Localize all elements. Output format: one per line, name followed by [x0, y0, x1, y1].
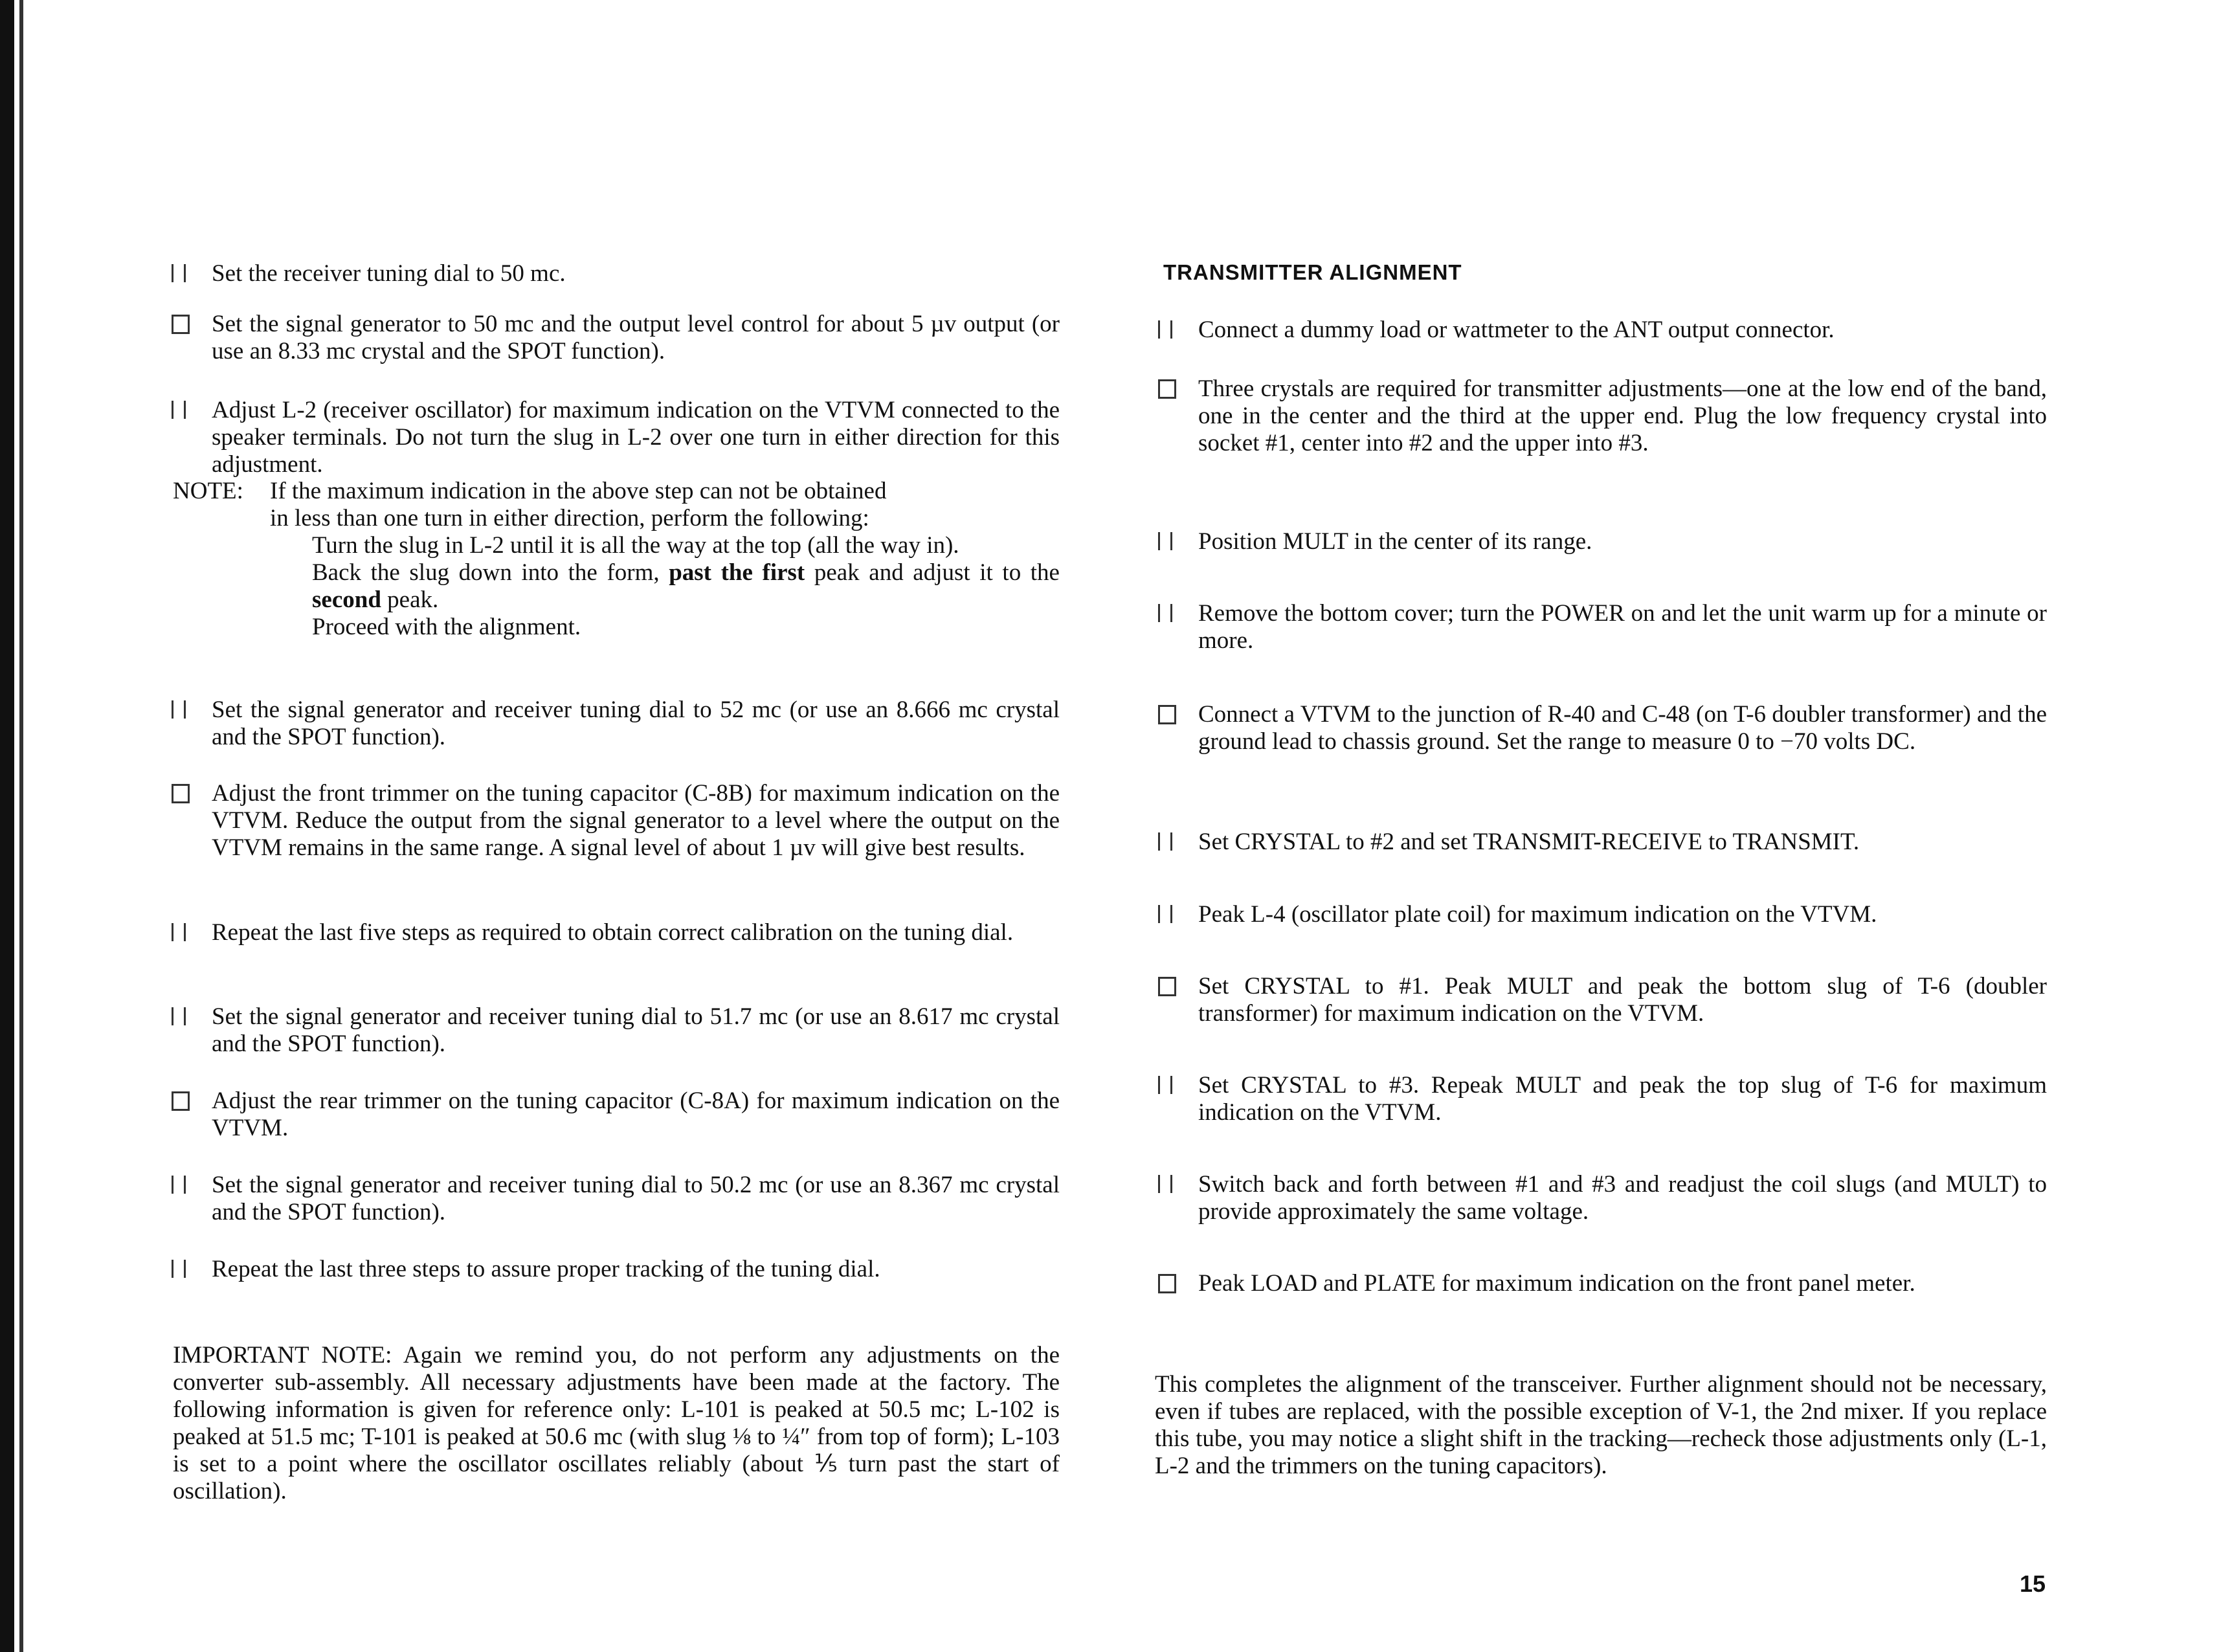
- step-text: Three crystals are required for transmitter adjustments—one at the low end of the band, one in the center and the third at the upper end. Plug the low frequency crystal into socket #1, center into #2 and the upper into #3.: [1198, 375, 2047, 456]
- step-text: Connect a dummy load or wattmeter to the ANT output connector.: [1198, 317, 1835, 343]
- checklist-step: [1198, 701, 2047, 755]
- step-text: Adjust the front trimmer on the tuning capacitor (C-8B) for maximum indication on the VTVM. Reduce the output from the signal generator to a level where the output on the VTVM remains in the same range. A signal level of about 1 µv will give best results.: [212, 780, 1060, 861]
- note-sub2-bold: second: [312, 586, 381, 613]
- checklist-step: [212, 1003, 1060, 1058]
- step-text: Set the receiver tuning dial to 50 mc.: [212, 260, 566, 287]
- note-sub2-text: peak and adjust it to the: [805, 559, 1060, 586]
- checklist-step: [1198, 600, 2047, 654]
- checkbox-icon[interactable]: [1158, 532, 1172, 550]
- checkbox-icon[interactable]: [1158, 1076, 1172, 1094]
- checkbox-icon[interactable]: [1158, 1274, 1176, 1293]
- step-text: Peak L-4 (oscillator plate coil) for maximum indication on the VTVM.: [1198, 901, 1877, 928]
- checkbox-icon[interactable]: [172, 1007, 186, 1025]
- step-text: Switch back and forth between #1 and #3 and readjust the coil slugs (and MULT) to provide approximately the same voltage.: [1198, 1171, 2047, 1225]
- closing-paragraph: This completes the alignment of the transceiver. Further alignment should not be necessary, even if tubes are replaced, with the possible exception of V-1, the 2nd mixer. If you replace this tube, you may notice a slight shift in the tracking—recheck those adjustments only (L-1, L-2 and the trimmers on the tuning capacitors).: [1155, 1371, 2047, 1479]
- step-text: Set the signal generator and receiver tuning dial to 50.2 mc (or use an 8.367 mc crystal and the SPOT function).: [212, 1172, 1060, 1225]
- checkbox-icon[interactable]: [1158, 977, 1176, 996]
- step-text: Peak LOAD and PLATE for maximum indication on the front panel meter.: [1198, 1270, 1915, 1297]
- page-binding-edge-inner: [19, 0, 23, 1652]
- note-sub1: Turn the slug in L-2 until it is all the way at the top (all the way in).: [312, 532, 959, 559]
- step-text: Adjust L-2 (receiver oscillator) for maximum indication on the VTVM connected to the speaker terminals. Do not turn the slug in L-2 over one turn in either direction for this adjustment.: [212, 397, 1060, 478]
- step-text: Set the signal generator and receiver tuning dial to 52 mc (or use an 8.666 mc crystal and the SPOT function).: [212, 697, 1060, 750]
- checkbox-icon[interactable]: [1158, 1175, 1172, 1193]
- checklist-step: [1198, 973, 2047, 1027]
- step-text: Set CRYSTAL to #1. Peak MULT and peak the bottom slug of T-6 (doubler transformer) for maximum indication on the VTVM.: [1198, 973, 2047, 1027]
- checkbox-icon[interactable]: [1158, 705, 1176, 724]
- checklist-step: [1198, 901, 2047, 928]
- checklist-step: [212, 1088, 1060, 1142]
- checklist-step: [1198, 1072, 2047, 1126]
- checkbox-icon[interactable]: [172, 1176, 186, 1194]
- step-text: Set the signal generator to 50 mc and the output level control for about 5 µv output (or use an 8.33 mc crystal and the SPOT function).: [212, 311, 1060, 364]
- step-text: Set CRYSTAL to #3. Repeak MULT and peak the top slug of T-6 for maximum indication on the VTVM.: [1198, 1072, 2047, 1126]
- important-note: IMPORTANT NOTE: Again we remind you, do not perform any adjustments on the converter sub-assembly. All necessary adjustments have been made at the factory. The following information is given for reference only: L-101 is peaked at 50.5 mc; L-102 is peaked at 51.5 mc; T-101 is peaked at 50.6 mc (with slug ⅛ to ¼″ from top of form); L-103 is set to a point where the oscillator oscillates reliably (about ⅕ turn past the start of oscillation).: [173, 1342, 1060, 1504]
- page-number: 15: [2020, 1570, 2046, 1597]
- checklist-step: [212, 260, 1060, 287]
- note-block: [173, 478, 1060, 641]
- checkbox-icon[interactable]: [172, 315, 190, 334]
- step-text: Remove the bottom cover; turn the POWER on and let the unit warm up for a minute or more.: [1198, 600, 2047, 654]
- checklist-step: [1198, 317, 2047, 344]
- section-heading: TRANSMITTER ALIGNMENT: [1163, 260, 1462, 284]
- note-sub2-text: Back the slug down into the form,: [312, 559, 669, 586]
- checkbox-icon[interactable]: [172, 1260, 186, 1278]
- note-sub2-bold: past the first: [669, 559, 805, 586]
- step-text: Repeat the last three steps to assure proper tracking of the tuning dial.: [212, 1256, 880, 1282]
- checklist-step: [1198, 1270, 2047, 1297]
- step-text: Set the signal generator and receiver tuning dial to 51.7 mc (or use an 8.617 mc crystal and the SPOT function).: [212, 1003, 1060, 1057]
- checklist-step: [1198, 375, 2047, 457]
- checklist-step: [1198, 829, 2047, 856]
- note-sub3: Proceed with the alignment.: [312, 614, 581, 640]
- checklist-step: [212, 697, 1060, 751]
- checkbox-icon[interactable]: [1158, 320, 1172, 339]
- checkbox-icon[interactable]: [172, 264, 186, 282]
- checklist-step: [212, 1172, 1060, 1226]
- note-sub2: [173, 559, 1060, 614]
- checkbox-icon[interactable]: [172, 700, 186, 719]
- step-text: Repeat the last five steps as required to obtain correct calibration on the tuning dial.: [212, 919, 1014, 946]
- step-text: Set CRYSTAL to #2 and set TRANSMIT-RECEIVE to TRANSMIT.: [1198, 829, 1860, 855]
- checkbox-icon[interactable]: [1158, 905, 1172, 923]
- checkbox-icon[interactable]: [172, 923, 186, 941]
- checklist-step: [212, 919, 1060, 946]
- page-binding-edge: [0, 0, 14, 1652]
- checklist-step: [212, 311, 1060, 365]
- note-label: NOTE:: [173, 478, 243, 504]
- checklist-step: [212, 780, 1060, 862]
- checklist-step: [1198, 1171, 2047, 1225]
- checkbox-icon[interactable]: [1158, 379, 1176, 399]
- checklist-step: [1198, 528, 2047, 555]
- checkbox-icon[interactable]: [172, 784, 190, 803]
- step-text: Adjust the rear trimmer on the tuning capacitor (C-8A) for maximum indication on the VTVM.: [212, 1088, 1060, 1141]
- checklist-step: [212, 397, 1060, 478]
- note-sub2-text: peak.: [381, 586, 439, 613]
- checkbox-icon[interactable]: [1158, 832, 1172, 851]
- checkbox-icon[interactable]: [172, 1091, 190, 1111]
- note-line1: If the maximum indication in the above step can not be obtained: [270, 478, 887, 504]
- checklist-step: [212, 1256, 1060, 1283]
- checkbox-icon[interactable]: [1158, 604, 1172, 622]
- step-text: Position MULT in the center of its range.: [1198, 528, 1592, 555]
- note-line2: in less than one turn in either direction, perform the following:: [270, 505, 869, 531]
- checkbox-icon[interactable]: [172, 401, 186, 419]
- step-text: Connect a VTVM to the junction of R-40 and C-48 (on T-6 doubler transformer) and the ground lead to chassis ground. Set the range to measure 0 to −70 volts DC.: [1198, 701, 2047, 755]
